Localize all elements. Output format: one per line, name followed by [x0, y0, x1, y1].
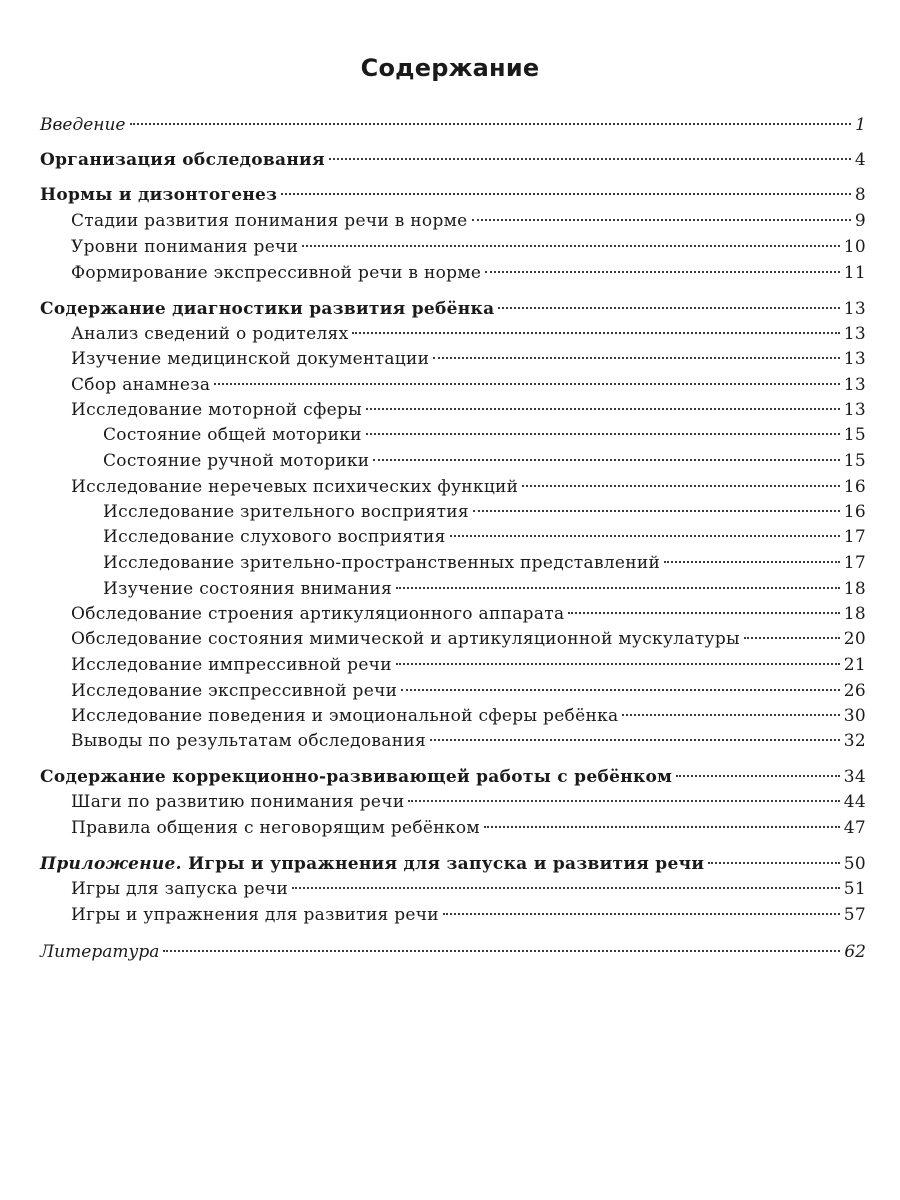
toc-entry-subsection[interactable] — [71, 346, 866, 372]
dot-leader — [292, 887, 840, 889]
dot-leader — [472, 219, 851, 221]
toc-entry-label: Исследование слухового восприятия — [103, 527, 446, 547]
toc-entry-subsection[interactable] — [71, 601, 866, 627]
toc-entry-label — [40, 851, 704, 877]
dot-leader — [214, 383, 839, 385]
toc-entry-page: 4 — [854, 150, 866, 170]
toc-entry-page: 20 — [843, 629, 866, 649]
toc-entry-page: 1 — [855, 115, 866, 135]
dot-leader — [401, 689, 840, 691]
toc-entry-page: 26 — [843, 681, 866, 701]
toc-entry-subsubsection[interactable] — [103, 524, 866, 550]
dot-leader — [281, 193, 851, 195]
toc-entry-label: Изучение состояния внимания — [103, 579, 393, 599]
toc-entry-label: Выводы по результатам обследования — [71, 731, 427, 751]
toc-entry-label: Исследование зрительного восприятия — [103, 502, 469, 522]
toc-entry-page: 13 — [843, 375, 866, 395]
toc-entry-subsection[interactable] — [71, 815, 866, 841]
toc-entry-subsubsection[interactable] — [103, 576, 866, 602]
toc-entry-label: Исследование поведения и эмоциональной сферы ребёнка — [71, 706, 619, 726]
dot-leader — [708, 862, 840, 864]
toc-entry-label: Исследование моторной сферы — [71, 400, 362, 420]
toc-entry-page: 17 — [843, 527, 866, 547]
toc-entry-page: 15 — [843, 425, 866, 445]
dot-leader — [450, 535, 840, 537]
toc-entry-label: Формирование экспрессивной речи в норме — [71, 263, 482, 283]
toc-entry-subsection[interactable] — [71, 260, 866, 286]
toc-entry-page: 62 — [844, 942, 866, 962]
toc-entry-subsubsection[interactable] — [103, 550, 866, 576]
toc-entry-page: 47 — [843, 818, 866, 838]
dot-leader — [366, 433, 840, 435]
dot-leader — [396, 663, 840, 665]
toc-entry-label: Сбор анамнеза — [71, 375, 211, 395]
page-title: Содержание — [360, 54, 540, 82]
toc-entry-page: 57 — [843, 905, 866, 925]
toc-entry-label: Исследование импрессивной речи — [71, 655, 392, 675]
toc-entry-label: Нормы и дизонтогенез — [40, 185, 278, 205]
toc-entry-label: Состояние ручной моторики — [103, 451, 370, 471]
toc-entry-label: Уровни понимания речи — [71, 237, 299, 257]
toc-entry-label: Стадии развития понимания речи в норме — [71, 211, 468, 231]
toc-entry-subsubsection[interactable] — [103, 499, 866, 525]
dot-leader — [522, 485, 839, 487]
toc-entry-subsubsection[interactable] — [103, 422, 866, 448]
dot-leader — [302, 245, 840, 247]
toc-entry-label: Содержание коррекционно-развивающей работы с ребёнком — [40, 767, 673, 787]
toc-entry-section[interactable] — [40, 182, 866, 208]
dot-leader — [744, 637, 840, 639]
toc-entry-page: 13 — [843, 324, 866, 344]
toc-entry-subsubsection[interactable] — [103, 448, 866, 474]
appendix-prefix: Приложение. — [40, 854, 182, 874]
dot-leader — [430, 739, 840, 741]
toc-entry-page: 13 — [843, 349, 866, 369]
toc-entry-page: 51 — [843, 879, 866, 899]
dot-leader — [473, 510, 840, 512]
dot-leader — [396, 587, 840, 589]
dot-leader — [373, 459, 839, 461]
toc-entry-subsection[interactable] — [71, 789, 866, 815]
toc-entry-page: 50 — [843, 854, 866, 874]
toc-entry-label: Обследование строения артикуляционного аппарата — [71, 604, 565, 624]
toc-entry-page: 32 — [843, 731, 866, 751]
toc-entry-label: Игры для запуска речи — [71, 879, 289, 899]
toc-entry-label: Анализ сведений о родителях — [71, 324, 349, 344]
toc-entry-page: 13 — [843, 400, 866, 420]
toc-entry-page: 18 — [843, 579, 866, 599]
toc-entry-label: Шаги по развитию понимания речи — [71, 792, 405, 812]
toc-entry-subsection[interactable] — [71, 902, 866, 928]
dot-leader — [664, 561, 840, 563]
appendix-title: Игры и упражнения для запуска и развития речи — [188, 854, 705, 874]
toc-entry-subsection[interactable] — [71, 208, 866, 234]
dot-leader — [433, 357, 839, 359]
toc-entry-subsection[interactable] — [71, 678, 866, 704]
toc-entry-label: Правила общения с неговорящим ребёнком — [71, 818, 480, 838]
toc-entry-introduction[interactable] — [40, 112, 866, 138]
dot-leader — [366, 408, 840, 410]
toc-entry-page: 9 — [854, 211, 866, 231]
toc-entry-section[interactable] — [40, 296, 866, 322]
toc-entry-subsection[interactable] — [71, 728, 866, 754]
dot-leader — [568, 612, 839, 614]
toc-entry-label: Исследование неречевых психических функций — [71, 477, 519, 497]
toc-entry-label: Исследование зрительно-пространственных представлений — [103, 553, 661, 573]
toc-entry-literature[interactable] — [40, 939, 866, 965]
toc-entry-label: Состояние общей моторики — [103, 425, 362, 445]
toc-entry-page: 16 — [843, 502, 866, 522]
toc-entry-appendix[interactable] — [40, 851, 866, 877]
dot-leader — [485, 271, 840, 273]
toc-entry-label: Обследование состояния мимической и артикуляционной мускулатуры — [71, 629, 740, 649]
toc-entry-label: Литература — [40, 942, 160, 962]
toc-entry-label: Содержание диагностики развития ребёнка — [40, 299, 495, 319]
toc-entry-subsection[interactable] — [71, 652, 866, 678]
toc-entry-subsection[interactable] — [71, 372, 866, 398]
dot-leader — [443, 913, 840, 915]
toc-entry-page: 17 — [843, 553, 866, 573]
toc-entry-section[interactable] — [40, 147, 866, 173]
dot-leader — [352, 332, 839, 334]
dot-leader — [163, 950, 840, 952]
dot-leader — [484, 826, 840, 828]
toc-entry-subsection[interactable] — [71, 474, 866, 500]
dot-leader — [130, 123, 852, 125]
toc-entry-page: 15 — [843, 451, 866, 471]
toc-entry-page: 13 — [843, 299, 866, 319]
dot-leader — [329, 158, 851, 160]
toc-entry-label: Исследование экспрессивной речи — [71, 681, 398, 701]
toc-entry-subsection[interactable] — [71, 234, 866, 260]
toc-entry-subsection[interactable] — [71, 397, 866, 423]
toc-entry-section[interactable] — [40, 764, 866, 790]
toc-entry-subsection[interactable] — [71, 626, 866, 652]
toc-entry-page: 11 — [843, 263, 866, 283]
toc-entry-subsection[interactable] — [71, 703, 866, 729]
toc-entry-label: Организация обследования — [40, 150, 325, 170]
toc-entry-subsection[interactable] — [71, 321, 866, 347]
toc-entry-page: 30 — [843, 706, 866, 726]
toc-entry-page: 34 — [843, 767, 866, 787]
toc-entry-page: 8 — [854, 185, 866, 205]
dot-leader — [676, 775, 840, 777]
dot-leader — [408, 800, 839, 802]
toc-entry-subsection[interactable] — [71, 876, 866, 902]
toc-entry-label: Изучение медицинской документации — [71, 349, 430, 369]
dot-leader — [622, 714, 839, 716]
toc-entry-label: Игры и упражнения для развития речи — [71, 905, 439, 925]
toc-entry-page: 16 — [843, 477, 866, 497]
toc-entry-page: 10 — [843, 237, 866, 257]
dot-leader — [498, 307, 839, 309]
toc-entry-label: Введение — [40, 115, 126, 135]
toc-entry-page: 18 — [843, 604, 866, 624]
toc-entry-page: 44 — [843, 792, 866, 812]
toc-entry-page: 21 — [843, 655, 866, 675]
